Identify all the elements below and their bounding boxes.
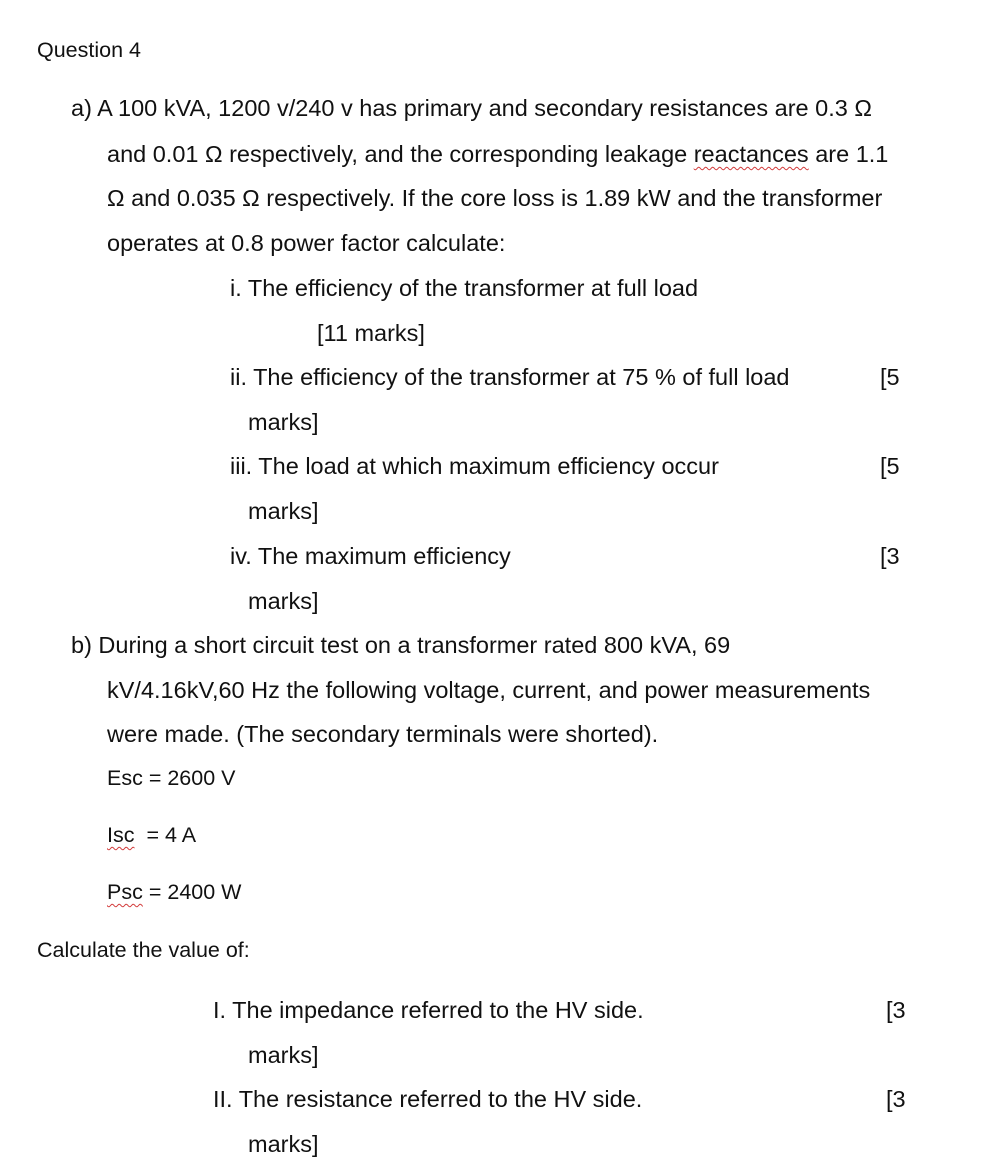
part-a-line-2-pre: and 0.01 Ω respectively, and the corresponding leakage <box>107 141 694 167</box>
calc-item-ii: II. The resistance referred to the HV side. <box>213 1086 643 1112</box>
part-a-line-4: operates at 0.8 power factor calculate: <box>107 230 506 256</box>
calc-item-ii-marks-word: marks] <box>248 1131 319 1157</box>
part-a-line-3: Ω and 0.035 Ω respectively. If the core loss is 1.89 kW and the transformer <box>107 185 883 211</box>
part-a-item-ii-marks-word: marks] <box>248 409 319 435</box>
part-a-item-iv-marks-word: marks] <box>248 588 319 614</box>
calc-item-ii-marks-bracket: [3 <box>886 1086 906 1112</box>
part-a-item-iii-marks-word: marks] <box>248 498 319 524</box>
part-a-item-iii-marks-bracket: [5 <box>880 453 900 479</box>
measurement-psc-value: = 2400 W <box>148 880 242 904</box>
part-a-line-2-post: are 1.1 <box>808 141 889 167</box>
part-a-item-i-marks: [11 marks] <box>317 320 425 346</box>
spellcheck-word-reactances: reactances <box>693 141 809 167</box>
calc-item-i-marks-word: marks] <box>248 1042 319 1068</box>
calc-prompt: Calculate the value of: <box>37 938 250 962</box>
part-b-line-1: b) During a short circuit test on a transformer rated 800 kVA, 69 <box>71 632 731 658</box>
part-b-line-3: were made. (The secondary terminals were shorted). <box>107 721 659 747</box>
calc-item-i-marks-bracket: [3 <box>886 997 906 1023</box>
measurement-esc: Esc = 2600 V <box>107 766 236 790</box>
part-a-item-iv: iv. The maximum efficiency <box>230 543 511 569</box>
spellcheck-word-isc: Isc <box>107 823 135 847</box>
part-a-item-iii: iii. The load at which maximum efficiency occur <box>230 453 719 479</box>
part-a-item-i: i. The efficiency of the transformer at full load <box>230 275 699 301</box>
question-title: Question 4 <box>37 38 141 62</box>
part-a-item-ii-marks-bracket: [5 <box>880 364 900 390</box>
part-b-line-2: kV/4.16kV,60 Hz the following voltage, current, and power measurements <box>107 677 871 703</box>
calc-item-i: I. The impedance referred to the HV side. <box>213 997 644 1023</box>
part-a-item-iv-marks-bracket: [3 <box>880 543 900 569</box>
part-a-item-ii: ii. The efficiency of the transformer at 75 % of full load <box>230 364 790 390</box>
measurement-psc <box>107 882 241 904</box>
part-a-line-2 <box>107 143 888 167</box>
measurement-isc <box>107 825 196 847</box>
part-a-line-1: a) A 100 kVA, 1200 v/240 v has primary and secondary resistances are 0.3 Ω <box>71 95 872 121</box>
measurement-isc-value: = 4 A <box>146 823 197 847</box>
spellcheck-word-psc: Psc <box>107 880 143 904</box>
